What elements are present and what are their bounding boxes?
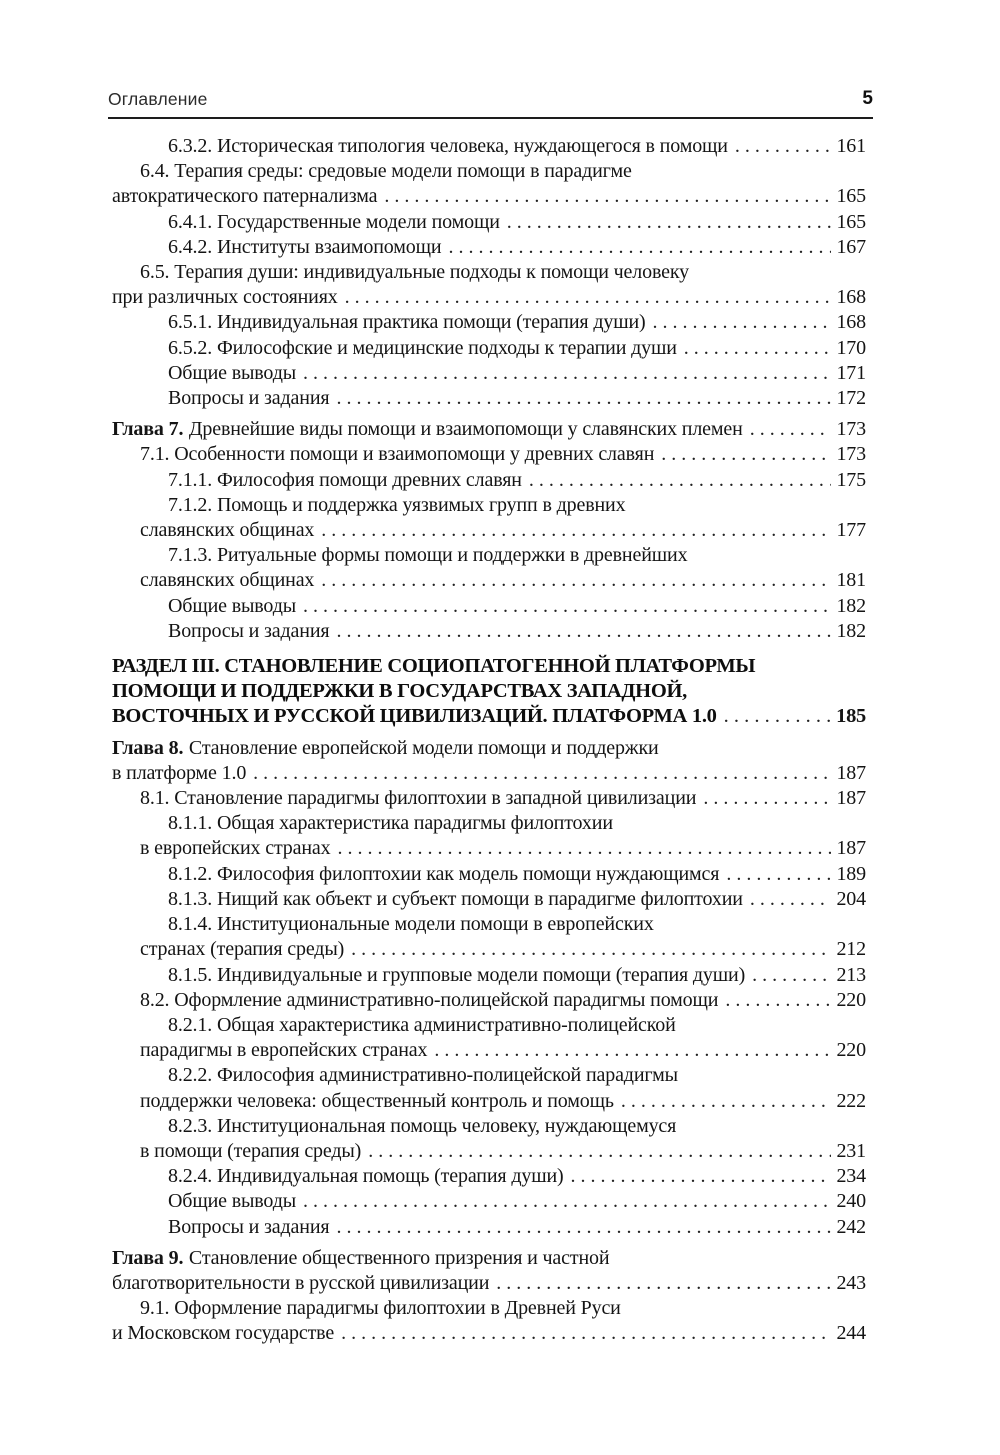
toc-entry (112, 336, 866, 361)
entry-title: 8.1. Становление парадигмы филоптохии в западной цивилизации (140, 787, 697, 810)
entry-title: 7.1.2. Помощь и поддержка уязвимых групп в древних (168, 493, 626, 516)
dot-leader (724, 704, 832, 729)
entry-page-number: 243 (836, 1271, 866, 1294)
dot-leader (750, 887, 832, 912)
dot-leader (351, 937, 831, 962)
entry-title: 6.5.1. Индивидуальная практика помощи (терапия души) (168, 311, 646, 334)
entry-page-number: 182 (836, 619, 866, 642)
entry-page-number: 172 (836, 387, 866, 410)
entry-title: 8.2.2. Философия административно-полицейской парадигмы (168, 1064, 678, 1087)
entry-title: славянских общинах (140, 569, 315, 592)
entry-title: 6.4.2. Институты взаимопомощи (168, 235, 442, 258)
dot-leader (448, 235, 831, 260)
entry-page-number: 189 (836, 862, 866, 885)
entry-title: Вопросы и задания (168, 619, 330, 642)
toc-entry (112, 912, 866, 937)
entry-title: Общие выводы (168, 594, 297, 617)
entry-page-number: 204 (836, 887, 866, 910)
entry-title: странах (терапия среды) (140, 938, 345, 961)
entry-page-number: 187 (836, 837, 866, 860)
entry-title: 8.1.1. Общая характеристика парадигмы филоптохии (168, 812, 613, 835)
toc-entry (112, 285, 866, 310)
entry-title: 6.4.1. Государственные модели помощи (168, 210, 500, 233)
entry-page-number: 181 (836, 569, 866, 592)
toc-entry (112, 568, 866, 593)
toc-entry (112, 836, 866, 861)
dot-leader (653, 310, 832, 335)
toc-entry (112, 134, 866, 159)
toc-entry (112, 493, 866, 518)
dot-leader (336, 1215, 831, 1240)
page-header (108, 88, 873, 119)
entry-title: Становление общественного призрения и частной (188, 1246, 610, 1269)
dot-leader (321, 518, 831, 543)
toc-entry (112, 786, 866, 811)
entry-page-number: 240 (836, 1190, 866, 1213)
toc-entry (112, 543, 866, 568)
entry-title: 8.1.4. Институциональные модели помощи в европейских (168, 913, 654, 936)
entry-title: ПОМОЩИ И ПОДДЕРЖКИ В ГОСУДАРСТВАХ ЗАПАДНОЙ, (112, 680, 687, 703)
entry-page-number: 220 (836, 1039, 866, 1062)
entry-title: 9.1. Оформление парадигмы филоптохии в Древней Руси (140, 1297, 621, 1320)
entry-page-number: 173 (836, 418, 866, 441)
entry-title: при различных состояниях (112, 286, 338, 309)
entry-title: 8.1.3. Нищий как объект и субъект помощи в парадигме филоптохии (168, 887, 743, 910)
dot-leader (496, 1271, 831, 1296)
toc-entry (112, 235, 866, 260)
dot-leader (303, 361, 831, 386)
toc-entry (112, 887, 866, 912)
entry-title: 8.2.1. Общая характеристика административно-полицейской (168, 1013, 676, 1036)
toc-entry (112, 988, 866, 1013)
entry-page-number: 222 (836, 1089, 866, 1112)
toc-entry (112, 1089, 866, 1114)
dot-leader (684, 336, 832, 361)
dot-leader (571, 1164, 832, 1189)
toc-entry (112, 736, 866, 761)
entry-page-number: 165 (836, 210, 866, 233)
entry-title: 6.5. Терапия души: индивидуальные подходы к помощи человеку (140, 261, 689, 284)
entry-page-number: 213 (836, 963, 866, 986)
chapter-label: Глава 7. (112, 418, 184, 441)
dot-leader (303, 1189, 831, 1214)
entry-page-number: 177 (836, 519, 866, 542)
entry-title: 6.4. Терапия среды: средовые модели помощи в парадигме (140, 160, 632, 183)
dot-leader (507, 210, 832, 235)
dot-leader (621, 1089, 832, 1114)
dot-leader (336, 619, 831, 644)
entry-title: 7.1.1. Философия помощи древних славян (168, 468, 522, 491)
toc-entry (112, 260, 866, 285)
toc-entry (112, 361, 866, 386)
entry-title: благотворительности в русской цивилизации (112, 1271, 490, 1294)
entry-page-number: 242 (836, 1215, 866, 1238)
entry-page-number: 173 (836, 443, 866, 466)
dot-leader (703, 786, 831, 811)
toc-list (112, 134, 866, 1347)
entry-page-number: 212 (836, 938, 866, 961)
dot-leader (303, 594, 831, 619)
entry-title: 6.5.2. Философские и медицинские подходы к терапии души (168, 336, 677, 359)
toc-entry (112, 679, 866, 704)
entry-title: 8.1.2. Философия филоптохии как модель помощи нуждающимся (168, 862, 720, 885)
entry-title: автократического патернализма (112, 185, 378, 208)
entry-title: РАЗДЕЛ III. СТАНОВЛЕНИЕ СОЦИОПАТОГЕННОЙ ПЛАТФОРМЫ (112, 655, 756, 678)
toc-entry (112, 1215, 866, 1240)
entry-page-number: 234 (836, 1165, 866, 1188)
entry-page-number: 220 (836, 988, 866, 1011)
entry-title: Древнейшие виды помощи и взаимопомощи у славянских племен (188, 418, 743, 441)
entry-page-number: 185 (836, 705, 866, 728)
dot-leader (434, 1038, 831, 1063)
entry-title: в помощи (терапия среды) (140, 1139, 362, 1162)
entry-page-number: 168 (836, 311, 866, 334)
entry-title: Общие выводы (168, 361, 297, 384)
dot-leader (253, 761, 831, 786)
dot-leader (341, 1321, 831, 1346)
entry-title: 7.1.3. Ритуальные формы помощи и поддержки в древнейших (168, 544, 688, 567)
entry-page-number: 161 (836, 135, 866, 157)
entry-title: и Московском государстве (112, 1322, 335, 1345)
entry-title: парадигмы в европейских странах (140, 1039, 428, 1062)
entry-page-number: 165 (836, 185, 866, 208)
chapter-label: Глава 8. (112, 736, 184, 759)
toc-entry (112, 468, 866, 493)
toc-entry (112, 159, 866, 184)
toc-entry (112, 963, 866, 988)
toc-entry (112, 417, 866, 442)
entry-page-number: 244 (836, 1322, 866, 1345)
dot-leader (368, 1139, 831, 1164)
toc-entry (112, 1013, 866, 1038)
toc-entry (112, 704, 866, 729)
page-header-title: Оглавление (108, 89, 208, 109)
entry-title: 8.2. Оформление административно-полицейской парадигмы помощи (140, 988, 719, 1011)
toc-entry (112, 184, 866, 209)
toc-entry (112, 442, 866, 467)
toc-entry (112, 1114, 866, 1139)
dot-leader (529, 468, 832, 493)
toc-entry (112, 1296, 866, 1321)
toc-entry (112, 1139, 866, 1164)
toc-entry (112, 1063, 866, 1088)
toc-entry (112, 862, 866, 887)
entry-page-number: 175 (836, 468, 866, 491)
entry-page-number: 171 (836, 361, 866, 384)
entry-title: 7.1. Особенности помощи и взаимопомощи у древних славян (140, 443, 655, 466)
toc-entry (112, 619, 866, 644)
entry-title: в платформе 1.0 (112, 761, 247, 784)
entry-title: 6.3.2. Историческая типология человека, нуждающегося в помощи (168, 135, 728, 157)
entry-page-number: 167 (836, 235, 866, 258)
entry-title: славянских общинах (140, 519, 315, 542)
dot-leader (345, 285, 832, 310)
entry-page-number: 168 (836, 286, 866, 309)
entry-title: в европейских странах (140, 837, 331, 860)
dot-leader (752, 963, 831, 988)
entry-title: Вопросы и задания (168, 387, 330, 410)
toc-entry (112, 1164, 866, 1189)
entry-title: Вопросы и задания (168, 1215, 330, 1238)
dot-leader (661, 442, 831, 467)
dot-leader (725, 988, 831, 1013)
toc-entry (112, 310, 866, 335)
dot-leader (338, 836, 832, 861)
toc-entry (112, 761, 866, 786)
entry-title: поддержки человека: общественный контроль и помощь (140, 1089, 614, 1112)
toc-entry (112, 386, 866, 411)
entry-page-number: 170 (836, 336, 866, 359)
entry-title: Становление европейской модели помощи и поддержки (188, 736, 659, 759)
entry-title: Общие выводы (168, 1190, 297, 1213)
dot-leader (726, 862, 831, 887)
entry-page-number: 187 (836, 787, 866, 810)
dot-leader (336, 386, 831, 411)
toc-entry (112, 1321, 866, 1346)
toc-entry (112, 518, 866, 543)
toc-entry (112, 1246, 866, 1271)
entry-title: 8.2.4. Индивидуальная помощь (терапия души) (168, 1165, 564, 1188)
entry-title: 8.1.5. Индивидуальные и групповые модели помощи (терапия души) (168, 963, 746, 986)
toc-entry (112, 811, 866, 836)
entry-page-number: 182 (836, 594, 866, 617)
toc-entry (112, 937, 866, 962)
entry-page-number: 187 (836, 761, 866, 784)
toc-entry (112, 594, 866, 619)
entry-title: ВОСТОЧНЫХ И РУССКОЙ ЦИВИЛИЗАЦИЙ. ПЛАТФОРМА 1.0 (112, 705, 717, 728)
entry-page-number: 231 (836, 1139, 866, 1162)
toc-entry (112, 1271, 866, 1296)
toc-entry (112, 1189, 866, 1214)
dot-leader (321, 568, 831, 593)
entry-title: 8.2.3. Институциональная помощь человеку, нуждающемуся (168, 1114, 677, 1137)
toc-entry (112, 654, 866, 679)
dot-leader (384, 184, 831, 209)
toc-entry (112, 1038, 866, 1063)
page-number: 5 (862, 88, 873, 109)
dot-leader (735, 134, 832, 159)
dot-leader (750, 417, 832, 442)
toc-entry (112, 210, 866, 235)
chapter-label: Глава 9. (112, 1246, 184, 1269)
